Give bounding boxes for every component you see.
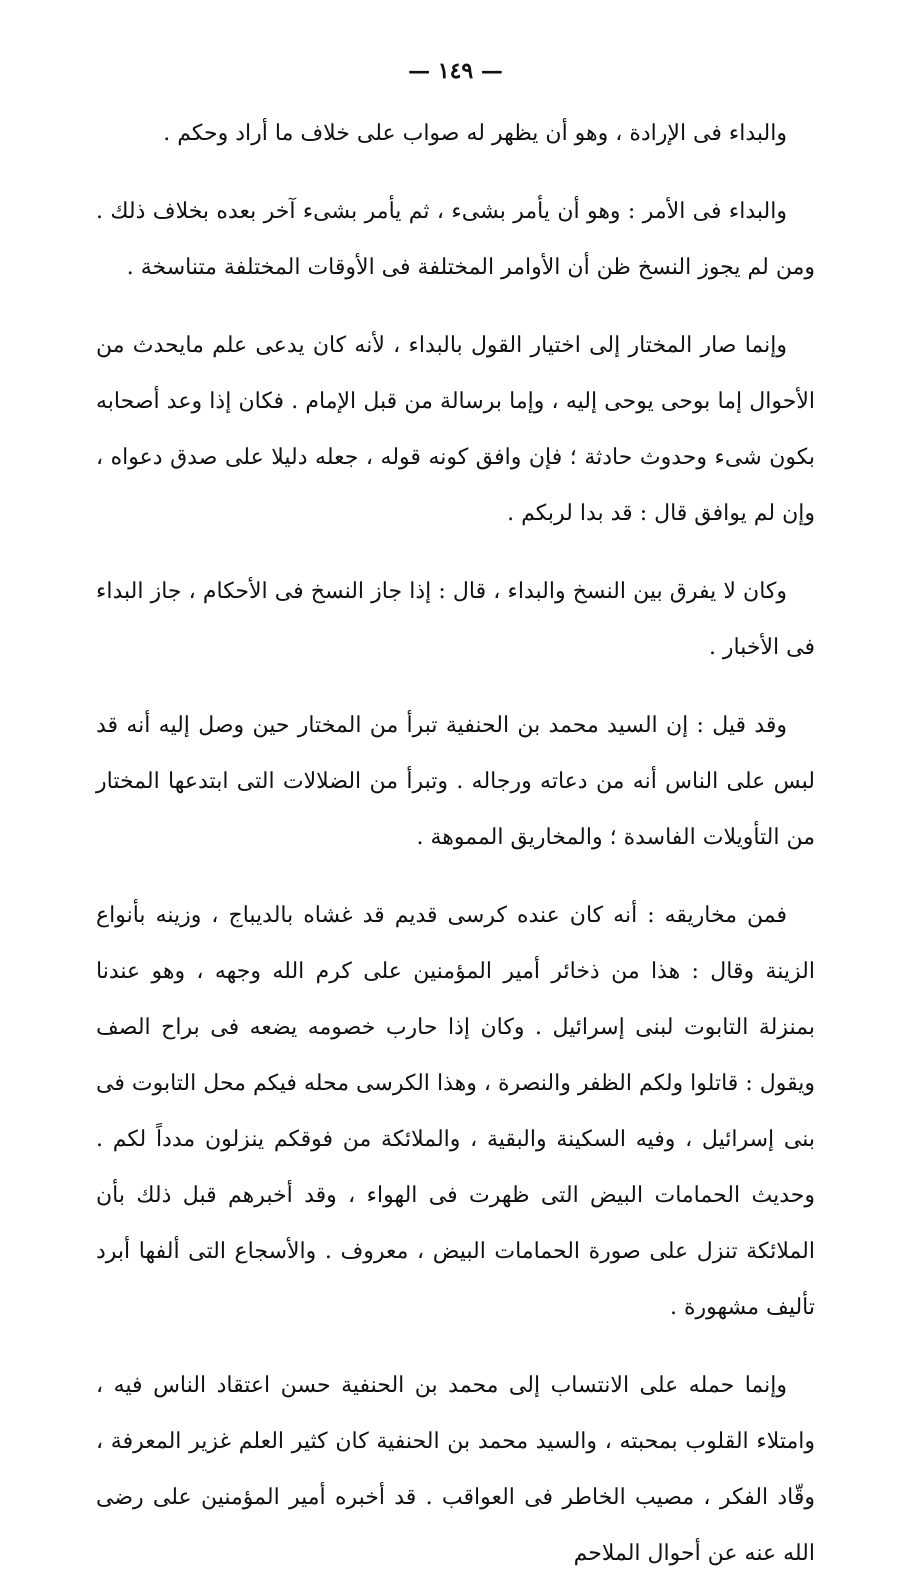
paragraph-makhariq: فمن مخاريقه : أنه كان عنده كرسى قديم قد غشاه بالديباج ، وزينه بأنواع الزينة وقال : هذا من ذخائر أمير المؤمنين على كرم الله وجهه ، وهو عندنا بمنزلة التابوت لبنى إسرائيل . وكان إذا حارب خصومه يضعه فى براح الصف ويقول : قاتلوا ولكم الظفر والنصرة ، وهذا الكرسى محله فيكم محل التابوت فى بنى إسرائيل ، وفيه السكينة والبقية ، والملائكة من فوقكم ينزلون مدداً لكم . وحديث الحمامات البيض التى ظهرت فى الهواء ، وقد أخبرهم قبل ذلك بأن الملائكة تنزل على صورة الحمامات البيض ، معروف . والأسجاع التى ألفها أبرد تأليف مشهورة . xyxy=(96,903,815,1320)
paragraph-bada-amr: والبداء فى الأمر : وهو أن يأمر بشىء ، ثم يأمر بشىء آخر بعده بخلاف ذلك . ومن لم يجوز النسخ ظن أن الأوامر المختلفة فى الأوقات المختلفة متناسخة . xyxy=(96,199,815,280)
paragraph-intisab: وإنما حمله على الانتساب إلى محمد بن الحنفية حسن اعتقاد الناس فيه ، وامتلاء القلوب بمحبته ، والسيد محمد بن الحنفية كان كثير العلم غزير المعرفة ، وقّاد الفكر ، مصيب الخاطر فى العواقب . قد أخبره أمير المؤمنين على رضى الله عنه عن أحوال الملاحم xyxy=(96,1373,815,1566)
paragraph-bada-iradah: والبداء فى الإرادة ، وهو أن يظهر له صواب على خلاف ما أراد وحكم . xyxy=(163,121,787,146)
paragraph-naskh-bada: وكان لا يفرق بين النسخ والبداء ، قال : إذا جاز النسخ فى الأحكام ، جاز البداء فى الأخبار . xyxy=(96,579,815,660)
paragraph-ibn-hanafiyya: وقد قيل : إن السيد محمد بن الحنفية تبرأ من المختار حين وصل إليه أنه قد لبس على الناس أنه من دعاته ورجاله . وتبرأ من الضلالات التى ابتدعها المختار من التأويلات الفاسدة ؛ والمخاريق المموهة . xyxy=(96,713,815,850)
page-number: — ١٤٩ — xyxy=(408,58,503,84)
paragraph-mukhtar-bada: وإنما صار المختار إلى اختيار القول بالبداء ، لأنه كان يدعى علم مايحدث من الأحوال إما بوحى يوحى إليه ، وإما برسالة من قبل الإمام . فكان إذا وعد أصحابه بكون شىء وحدوث حادثة ؛ فإن وافق كونه قوله ، جعله دليلا على صدق دعواه ، وإن لم يوافق قال : قد بدا لربكم . xyxy=(96,333,815,526)
